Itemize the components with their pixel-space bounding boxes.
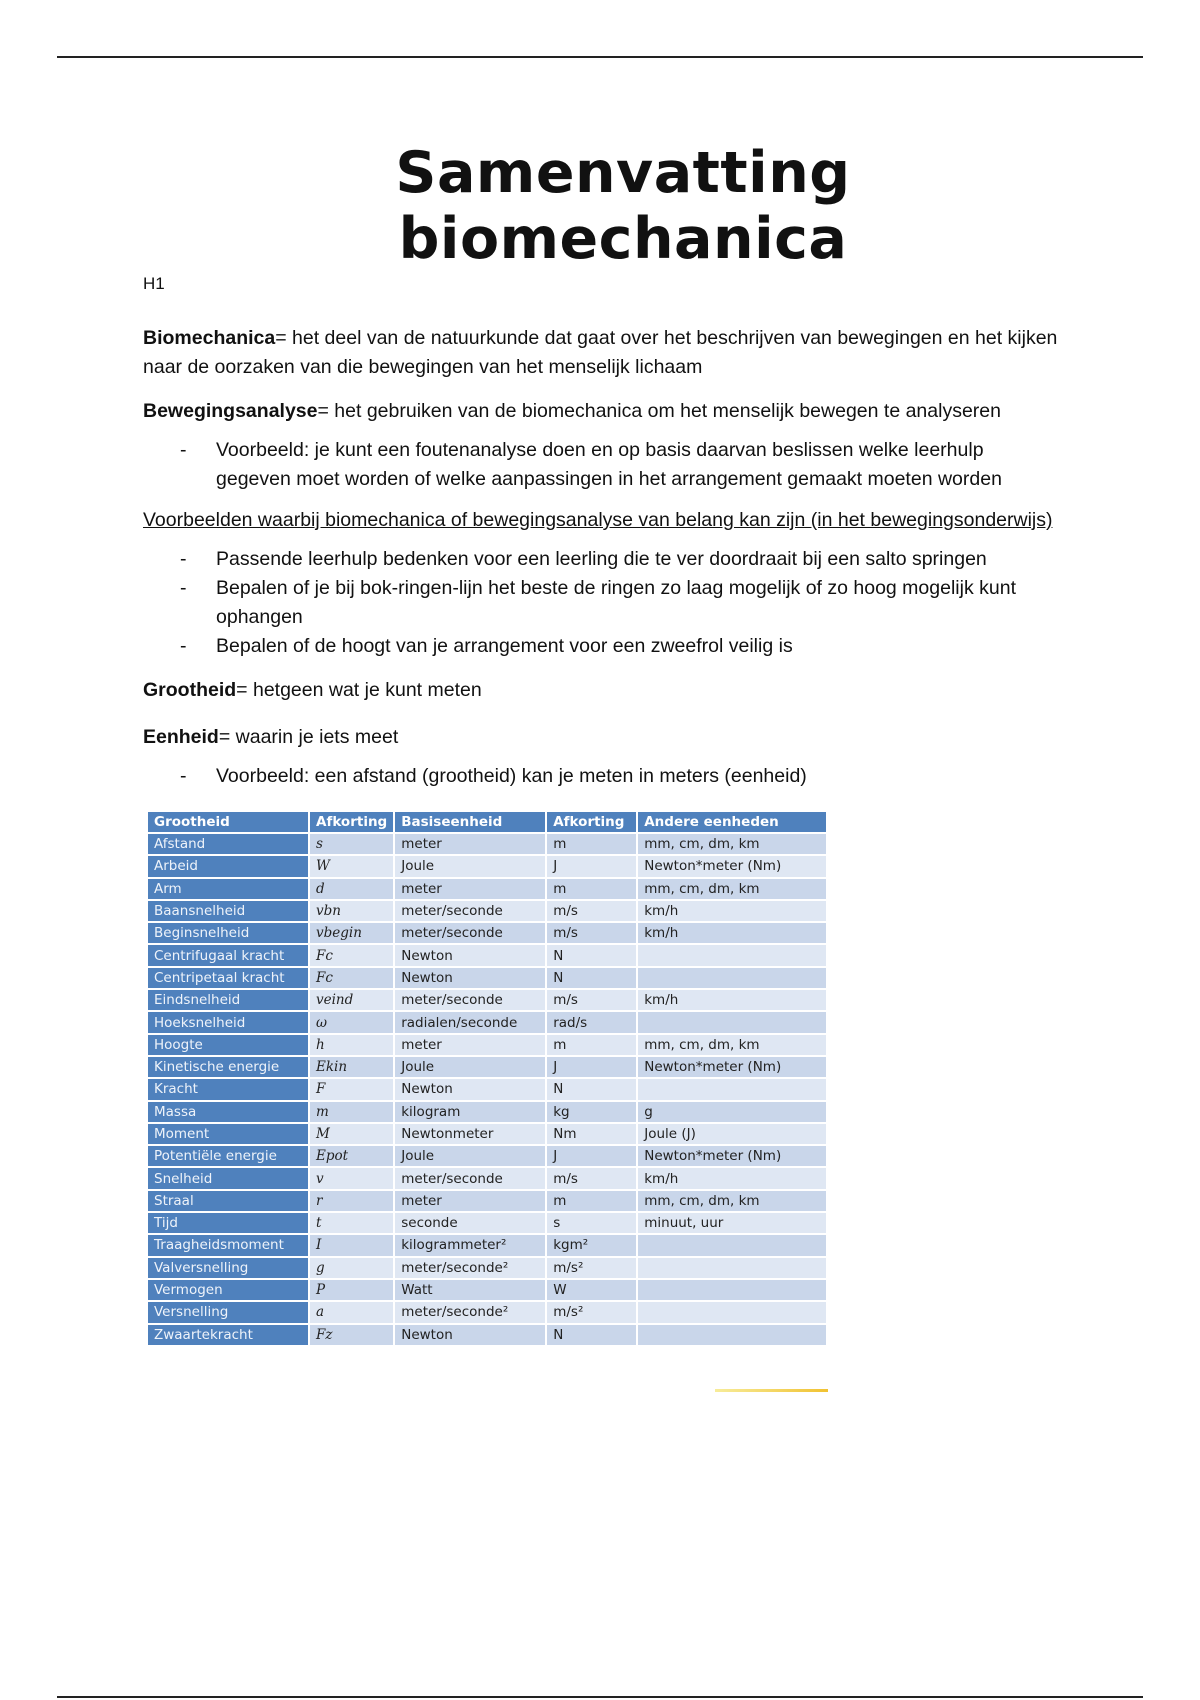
units-table-body [148,834,826,1345]
table-cell [638,1235,826,1255]
table-cell: g [638,1102,826,1122]
table-cell: W [310,856,393,876]
table-cell: Newton*meter (Nm) [638,1146,826,1166]
table-row [148,1124,826,1144]
example-list-3 [143,762,1063,791]
list-item-text: Voorbeeld: je kunt een foutenanalyse doen en op basis daarvan beslissen welke leerhulp gegeven moet worden of welke aanpassingen in het arrangement gemaakt moeten worden [216,439,1002,490]
table-row [148,1168,826,1188]
table-cell: h [310,1035,393,1055]
table-cell: Tijd [148,1213,308,1233]
page-title: Samenvatting biomechanica [395,140,851,272]
table-cell: Joule (J) [638,1124,826,1144]
table-cell: Centripetaal kracht [148,968,308,988]
table-row [148,879,826,899]
table-row [148,990,826,1010]
dash-bullet: - [180,439,187,461]
table-cell: Potentiële energie [148,1146,308,1166]
table-row [148,856,826,876]
units-table [146,810,828,1347]
table-cell: Beginsnelheid [148,923,308,943]
table-cell: Baansnelheid [148,901,308,921]
table-cell: Arm [148,879,308,899]
table-cell: Centrifugaal kracht [148,945,308,965]
definition-term: Bewegingsanalyse [143,400,318,422]
section-label: H1 [143,274,165,293]
table-cell: Versnelling [148,1302,308,1322]
list-item [143,545,1063,574]
list-item [143,762,1063,791]
table-cell: veind [310,990,393,1010]
examples-heading: Voorbeelden waarbij biomechanica of bewegingsanalyse van belang kan zijn (in het bewegingsonderwijs) [143,509,1053,531]
table-cell: N [547,968,636,988]
table-row [148,945,826,965]
table-cell: J [547,1146,636,1166]
table-cell: mm, cm, dm, km [638,879,826,899]
table-cell: Afstand [148,834,308,854]
table-cell: Newton [395,968,545,988]
dash-bullet: - [180,765,187,787]
table-cell: Joule [395,1057,545,1077]
table-cell [638,1302,826,1322]
column-header: Basiseenheid [395,812,545,832]
bottom-rule [57,1696,1143,1698]
table-row [148,1012,826,1032]
table-cell: Zwaartekracht [148,1325,308,1345]
table-cell: mm, cm, dm, km [638,1191,826,1211]
table-cell: N [547,1325,636,1345]
definition-term: Grootheid [143,679,237,701]
table-row [148,834,826,854]
table-cell: meter/seconde [395,1168,545,1188]
table-cell: ω [310,1012,393,1032]
table-cell [638,968,826,988]
dash-bullet: - [180,548,187,570]
table-cell: meter/seconde² [395,1258,545,1278]
table-cell: meter [395,1035,545,1055]
table-cell: km/h [638,1168,826,1188]
list-item-text: Passende leerhulp bedenken voor een leerling die te ver doordraait bij een salto springen [216,548,987,570]
table-cell: Massa [148,1102,308,1122]
table-cell: Valversnelling [148,1258,308,1278]
table-cell: Joule [395,856,545,876]
table-cell: Vermogen [148,1280,308,1300]
table-cell: km/h [638,923,826,943]
table-row [148,901,826,921]
definition-text: = hetgeen wat je kunt meten [236,679,482,701]
example-list-2 [143,545,1063,661]
table-cell: vbegin [310,923,393,943]
definition-text: = het deel van de natuurkunde dat gaat over het beschrijven van bewegingen en het kijken naar de oorzaken van die bewegingen van het menselijk lichaam [143,327,1058,378]
table-row [148,1057,826,1077]
table-cell: Hoeksnelheid [148,1012,308,1032]
table-cell: meter [395,1191,545,1211]
table-cell: km/h [638,901,826,921]
table-cell: kgm² [547,1235,636,1255]
table-cell: m/s [547,923,636,943]
table-cell: Fz [310,1325,393,1345]
table-cell: N [547,1079,636,1099]
table-cell: m [547,1191,636,1211]
table-row [148,1035,826,1055]
table-cell: a [310,1302,393,1322]
table-cell: Snelheid [148,1168,308,1188]
definition-term: Eenheid [143,726,219,748]
table-row [148,1235,826,1255]
table-highlight-mark [715,1389,828,1392]
table-cell: Kracht [148,1079,308,1099]
table-cell: Newton [395,1079,545,1099]
column-header: Afkorting [310,812,393,832]
table-cell: meter/seconde [395,990,545,1010]
definition-text: = het gebruiken van de biomechanica om het menselijk bewegen te analyseren [317,400,1001,422]
table-cell: g [310,1258,393,1278]
table-cell: Joule [395,1146,545,1166]
list-item-text: Bepalen of je bij bok-ringen-lijn het beste de ringen zo laag mogelijk of zo hoog mogelijk kunt ophangen [216,577,1016,628]
column-header: Afkorting [547,812,636,832]
table-cell: I [310,1235,393,1255]
table-cell: Straal [148,1191,308,1211]
table-cell: m [547,879,636,899]
table-cell: m [547,834,636,854]
table-cell: m/s [547,990,636,1010]
definition-text: = waarin je iets meet [218,726,399,748]
table-cell: Eindsnelheid [148,990,308,1010]
column-header: Andere eenheden [638,812,826,832]
document-body [143,140,1063,791]
table-row [148,1191,826,1211]
table-cell: Fc [310,945,393,965]
definition-grootheid [143,676,1063,705]
table-cell: seconde [395,1213,545,1233]
table-row [148,1213,826,1233]
table-cell: d [310,879,393,899]
table-cell: meter [395,879,545,899]
table-cell: Watt [395,1280,545,1300]
table-cell: Traagheidsmoment [148,1235,308,1255]
table-cell: mm, cm, dm, km [638,1035,826,1055]
dash-bullet: - [180,635,187,657]
table-cell: t [310,1213,393,1233]
definition-eenheid [143,723,1063,752]
table-cell: kilogram [395,1102,545,1122]
table-cell: mm, cm, dm, km [638,834,826,854]
table-cell: minuut, uur [638,1213,826,1233]
table-cell: s [310,834,393,854]
table-cell: P [310,1280,393,1300]
table-cell: kg [547,1102,636,1122]
table-cell: meter/seconde² [395,1302,545,1322]
table-row [148,1280,826,1300]
table-row [148,968,826,988]
table-header-row [148,812,826,832]
table-row [148,1302,826,1322]
list-item [143,574,1063,632]
table-cell: meter [395,834,545,854]
table-cell: vbn [310,901,393,921]
definition-biomechanica [143,324,1063,382]
definition-bewegingsanalyse [143,397,1063,426]
table-cell: F [310,1079,393,1099]
table-cell [638,1258,826,1278]
table-row [148,1325,826,1345]
table-cell: Newton*meter (Nm) [638,856,826,876]
table-row [148,923,826,943]
table-row [148,1102,826,1122]
table-cell: Newton [395,1325,545,1345]
table-cell: Moment [148,1124,308,1144]
table-cell [638,1012,826,1032]
list-item-text: Bepalen of de hoogt van je arrangement voor een zweefrol veilig is [216,635,793,657]
table-cell [638,945,826,965]
table-cell: m/s [547,901,636,921]
example-list-1 [143,436,1063,494]
table-cell: Nm [547,1124,636,1144]
table-row [148,1146,826,1166]
table-cell [638,1325,826,1345]
table-cell [638,1280,826,1300]
table-cell: Newton [395,945,545,965]
table-cell: m/s [547,1168,636,1188]
table-cell: s [547,1213,636,1233]
definition-term: Biomechanica [143,327,276,349]
table-cell: radialen/seconde [395,1012,545,1032]
table-cell: Fc [310,968,393,988]
table-cell: J [547,1057,636,1077]
table-cell: m/s² [547,1258,636,1278]
table-row [148,1079,826,1099]
list-item [143,436,1063,494]
table-cell: Epot [310,1146,393,1166]
table-cell: meter/seconde [395,901,545,921]
table-cell: J [547,856,636,876]
table-cell: r [310,1191,393,1211]
table-cell: W [547,1280,636,1300]
column-header: Grootheid [148,812,308,832]
dash-bullet: - [180,577,187,599]
table-cell: km/h [638,990,826,1010]
table-cell: kilogrammeter² [395,1235,545,1255]
table-cell: M [310,1124,393,1144]
table-cell: m [547,1035,636,1055]
top-rule [57,56,1143,58]
table-cell: Newtonmeter [395,1124,545,1144]
table-cell: m [310,1102,393,1122]
list-item-text: Voorbeeld: een afstand (grootheid) kan je meten in meters (eenheid) [216,765,807,787]
table-cell: Ekin [310,1057,393,1077]
table-cell: Arbeid [148,856,308,876]
table-cell: m/s² [547,1302,636,1322]
table-cell: v [310,1168,393,1188]
table-cell: rad/s [547,1012,636,1032]
list-item [143,632,1063,661]
table-cell: Hoogte [148,1035,308,1055]
table-cell: Kinetische energie [148,1057,308,1077]
table-cell: Newton*meter (Nm) [638,1057,826,1077]
table-cell: meter/seconde [395,923,545,943]
table-cell: N [547,945,636,965]
table-cell [638,1079,826,1099]
table-row [148,1258,826,1278]
